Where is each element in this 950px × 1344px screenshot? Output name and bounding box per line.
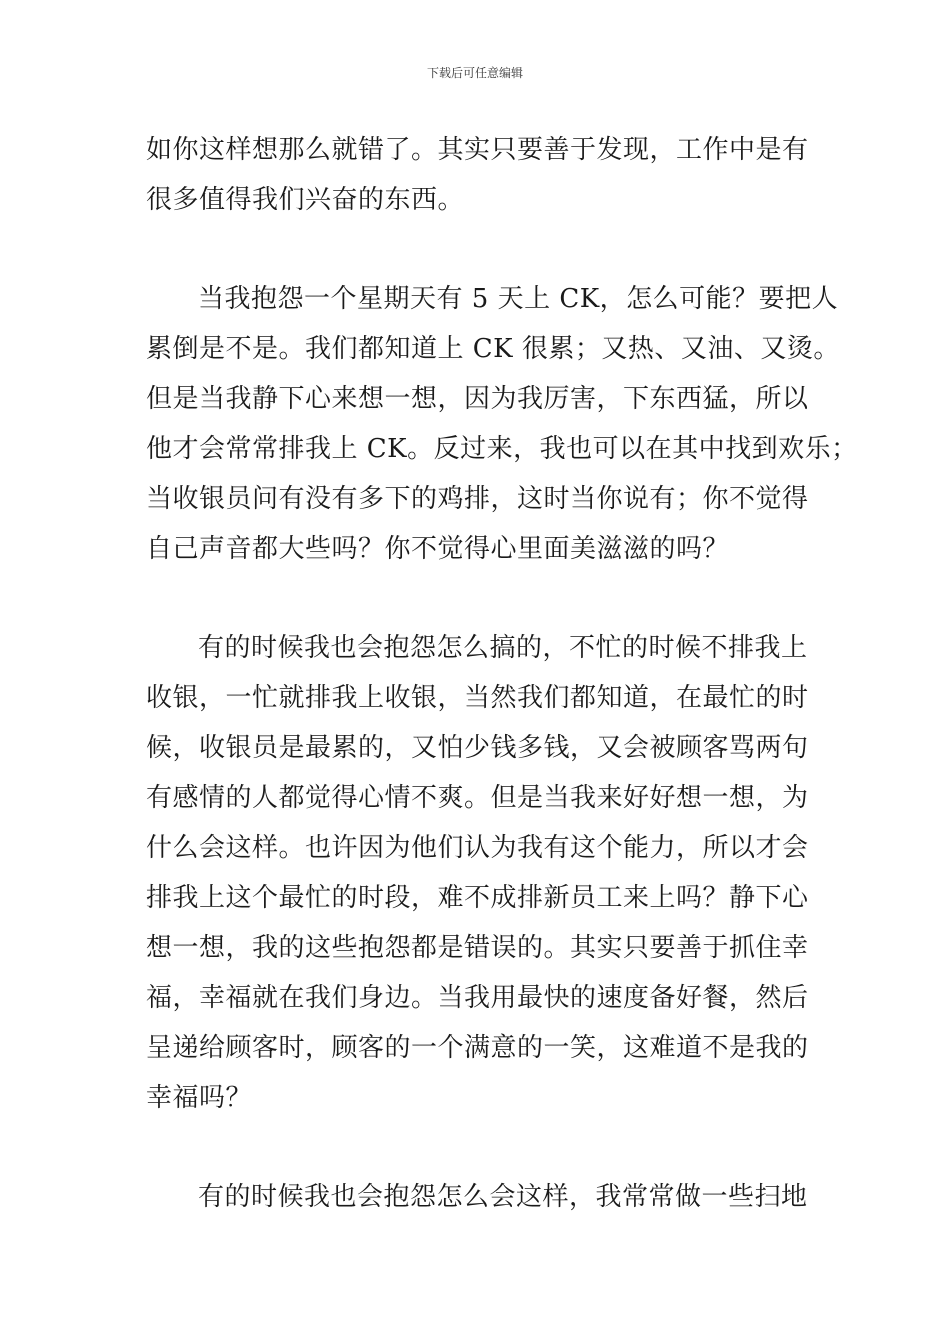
paragraph-2-line-4: 他才会常常排我上 CK。反过来，我也可以在其中找到欢乐；: [146, 434, 858, 464]
paragraph-2-line-5: 当收银员问有没有多下的鸡排，这时当你说有；你不觉得: [146, 484, 809, 514]
paragraph-2-line-3: 但是当我静下心来想一想，因为我厉害，下东西猛，所以: [146, 384, 809, 414]
paragraph-3-line-10: 幸福吗？: [146, 1083, 253, 1113]
paragraph-3-line-9: 呈递给顾客时，顾客的一个满意的一笑，这难道不是我的: [146, 1033, 809, 1063]
paragraph-3-line-7: 想一想，我的这些抱怨都是错误的。其实只要善于抓住幸: [146, 933, 809, 963]
paragraph-3-line-4: 有感情的人都觉得心情不爽。但是当我来好好想一想，为: [146, 783, 809, 813]
paragraph-3-line-1: 有的时候我也会抱怨怎么搞的，不忙的时候不排我上: [198, 633, 808, 663]
paragraph-3-line-6: 排我上这个最忙的时段，难不成排新员工来上吗？静下心: [146, 883, 809, 913]
paragraph-2-line-1: 当我抱怨一个星期天有 5 天上 CK，怎么可能？要把人: [198, 284, 839, 314]
paragraph-4-line-1: 有的时候我也会抱怨怎么会这样，我常常做一些扫地: [198, 1182, 808, 1212]
paragraph-2-line-2: 累倒是不是。我们都知道上 CK 很累；又热、又油、又烫。: [146, 334, 840, 364]
paragraph-1-line-1: 如你这样想那么就错了。其实只要善于发现，工作中是有: [146, 135, 809, 165]
paragraph-2-line-6: 自己声音都大些吗？你不觉得心里面美滋滋的吗？: [146, 534, 730, 564]
paragraph-3-line-8: 福，幸福就在我们身边。当我用最快的速度备好餐，然后: [146, 983, 809, 1013]
paragraph-3-line-5: 什么会这样。也许因为他们认为我有这个能力，所以才会: [146, 833, 809, 863]
paragraph-3-line-2: 收银，一忙就排我上收银，当然我们都知道，在最忙的时: [146, 683, 809, 713]
page-header: 下载后可任意编辑: [426, 66, 523, 80]
paragraph-1-line-2: 很多值得我们兴奋的东西。: [146, 185, 465, 215]
paragraph-3-line-3: 候，收银员是最累的，又怕少钱多钱，又会被顾客骂两句: [146, 733, 809, 763]
